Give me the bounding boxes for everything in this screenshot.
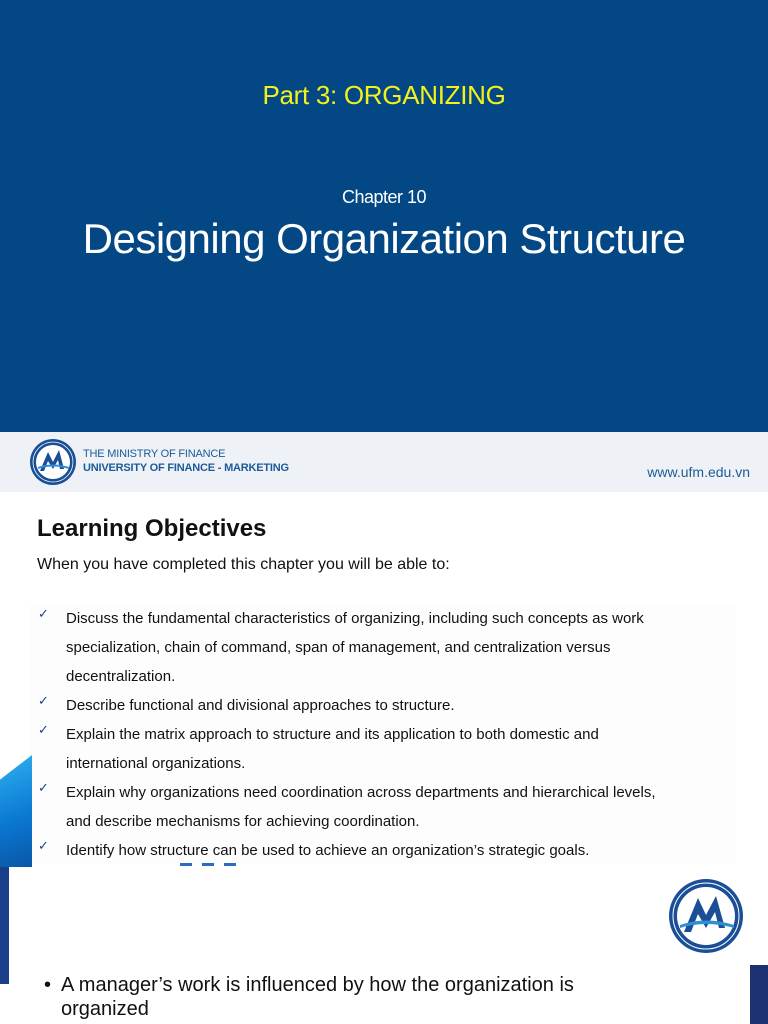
- objective-line: Describe functional and divisional approaches to structure.: [66, 697, 455, 714]
- checkmark-icon: ✓: [38, 780, 49, 795]
- objectives-intro: When you have completed this chapter you will be able to:: [37, 556, 450, 573]
- checkmark-icon: ✓: [38, 693, 49, 708]
- objective-item: [30, 691, 736, 720]
- ministry-text: THE MINISTRY OF FINANCE: [83, 448, 226, 460]
- ufm-logo-icon: [668, 878, 744, 954]
- university-name: UNIVERSITY OF FINANCE - MARKETING: [83, 462, 289, 474]
- part-title: Part 3: ORGANIZING: [262, 80, 506, 110]
- bullet-point: [44, 973, 644, 1021]
- objective-line: specialization, chain of command, span of management, and centralization versus: [66, 639, 611, 656]
- objective-line: international organizations.: [66, 755, 246, 772]
- chapter-title: Designing Organization Structure: [82, 215, 686, 262]
- decorative-dashes: [180, 863, 242, 866]
- decorative-bar: [0, 867, 9, 984]
- objectives-list: [30, 604, 736, 864]
- bullet-icon: •: [44, 974, 52, 996]
- ufm-logo-icon: [29, 438, 77, 486]
- objectives-heading: Learning Objectives: [37, 515, 267, 542]
- university-banner: [0, 432, 768, 492]
- objective-line: and describe mechanisms for achieving coordination.: [66, 813, 420, 830]
- objective-line: Identify how structure can be used to achieve an organization’s strategic goals.: [66, 842, 590, 859]
- title-slide: [0, 0, 768, 432]
- bullet-text: A manager’s work is influenced by how the organization is organized: [61, 974, 574, 1020]
- objective-line: Explain why organizations need coordination across departments and hierarchical levels,: [66, 784, 656, 801]
- checkmark-icon: ✓: [38, 722, 49, 737]
- objective-item: [30, 836, 736, 865]
- objective-item: [30, 604, 736, 691]
- decorative-bar: [750, 965, 768, 1024]
- objective-item: [30, 720, 736, 778]
- checkmark-icon: ✓: [38, 838, 49, 853]
- objective-item: [30, 778, 736, 836]
- chapter-label: Chapter 10: [341, 187, 427, 207]
- objective-line: Discuss the fundamental characteristics of organizing, including such concepts as work: [66, 610, 644, 627]
- decorative-shape: [0, 755, 32, 867]
- objective-line: Explain the matrix approach to structure and its application to both domestic and: [66, 726, 599, 743]
- website-link[interactable]: www.ufm.edu.vn: [647, 464, 750, 480]
- objective-line: decentralization.: [66, 668, 176, 685]
- checkmark-icon: ✓: [38, 606, 49, 621]
